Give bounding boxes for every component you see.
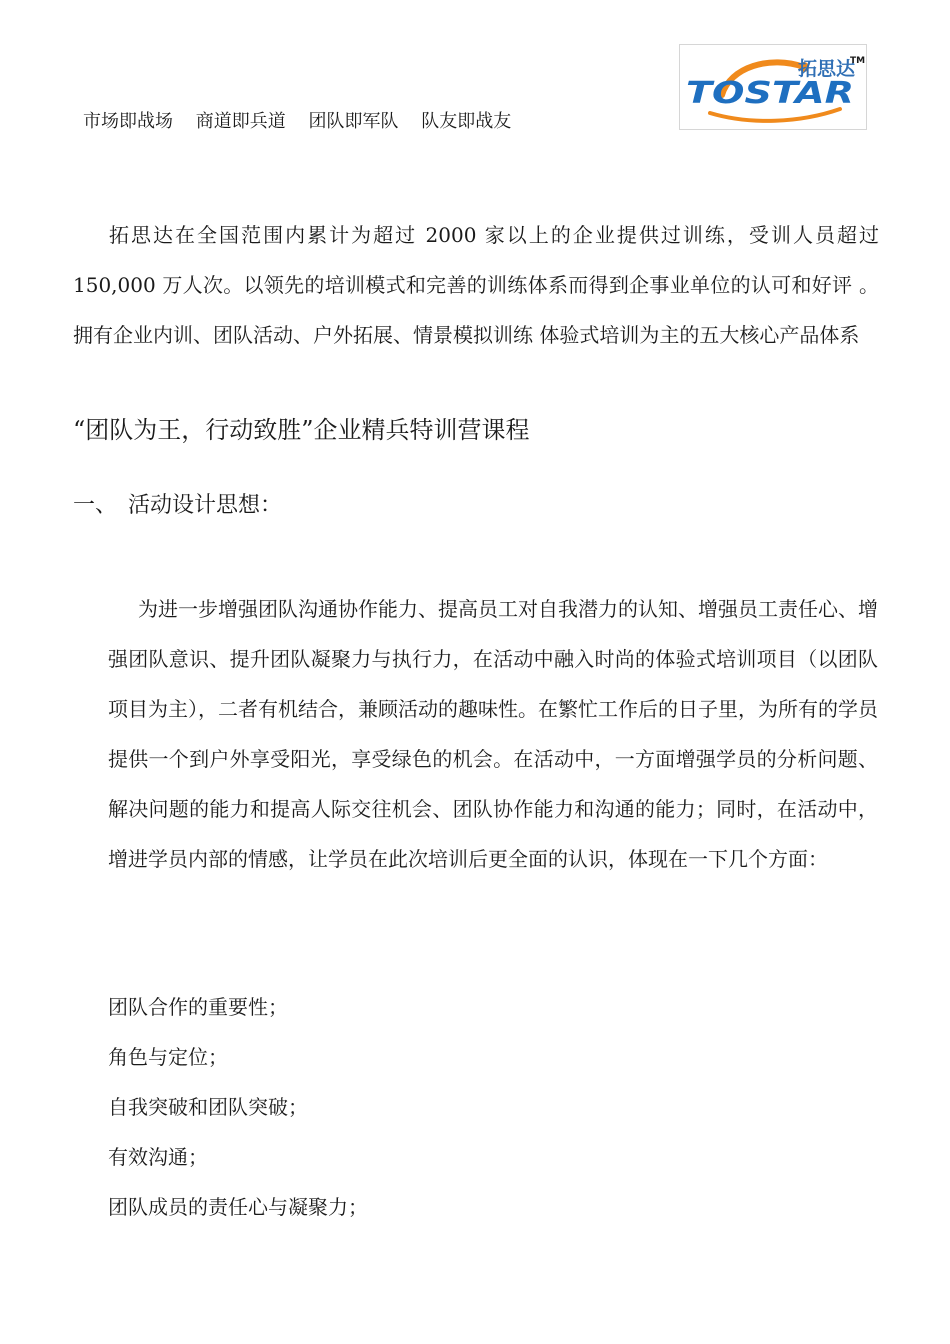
slogan-item: 队友即战友: [421, 111, 512, 132]
company-intro: 拓思达在全国范围内累计为超过 2000 家以上的企业提供过训练，受训人员超过 150,000 万人次。以领先的培训模式和完善的训练体系而得到企事业单位的认可和好评 。拥有企业内训、团队活动、户外拓展、情景模拟训练 体验式培训为主的五大核心产品体系: [73, 223, 879, 347]
list-item: 角色与定位；: [108, 1045, 228, 1069]
list-item: 团队成员的责任心与凝聚力；: [108, 1195, 368, 1219]
key-points-list: [108, 982, 368, 1232]
section-title: 活动设计思想：: [128, 493, 283, 518]
slogan-item: 市场即战场: [83, 111, 173, 132]
header-slogans: [83, 108, 528, 136]
slogan-item: 团队即军队: [308, 111, 399, 132]
design-idea-paragraph: 为进一步增强团队沟通协作能力、提高员工对自我潜力的认知、增强员工责任心、增强团队意识、提升团队凝聚力与执行力，在活动中融入时尚的体验式培训项目（以团队项目为主），二者有机结合，兼顾活动的趣味性。在繁忙工作后的日子里，为所有的学员提供一个到户外享受阳光，享受绿色的机会。在活动中，一方面增强学员的分析问题、解决问题的能力和提高人际交往机会、团队协作能力和沟通的能力；同时，在活动中，增进学员内部的情感，让学员在此次培训后更全面的认识，体现在一下几个方面：: [108, 597, 878, 871]
tostar-logo: [679, 44, 867, 130]
section-heading: [73, 484, 282, 528]
logo-trademark: TM: [850, 56, 866, 66]
logo-english-name: TOSTAR: [686, 76, 854, 111]
list-item: 自我突破和团队突破；: [108, 1095, 308, 1119]
course-title: “团队为王，行动致胜”企业精兵特训营课程: [73, 416, 530, 444]
list-item: 团队合作的重要性；: [108, 995, 288, 1019]
slogan-item: 商道即兵道: [195, 111, 286, 132]
logo-chinese-name: 拓思达: [798, 58, 856, 80]
list-item: 有效沟通；: [108, 1145, 208, 1169]
section-number: 一、: [73, 493, 118, 518]
